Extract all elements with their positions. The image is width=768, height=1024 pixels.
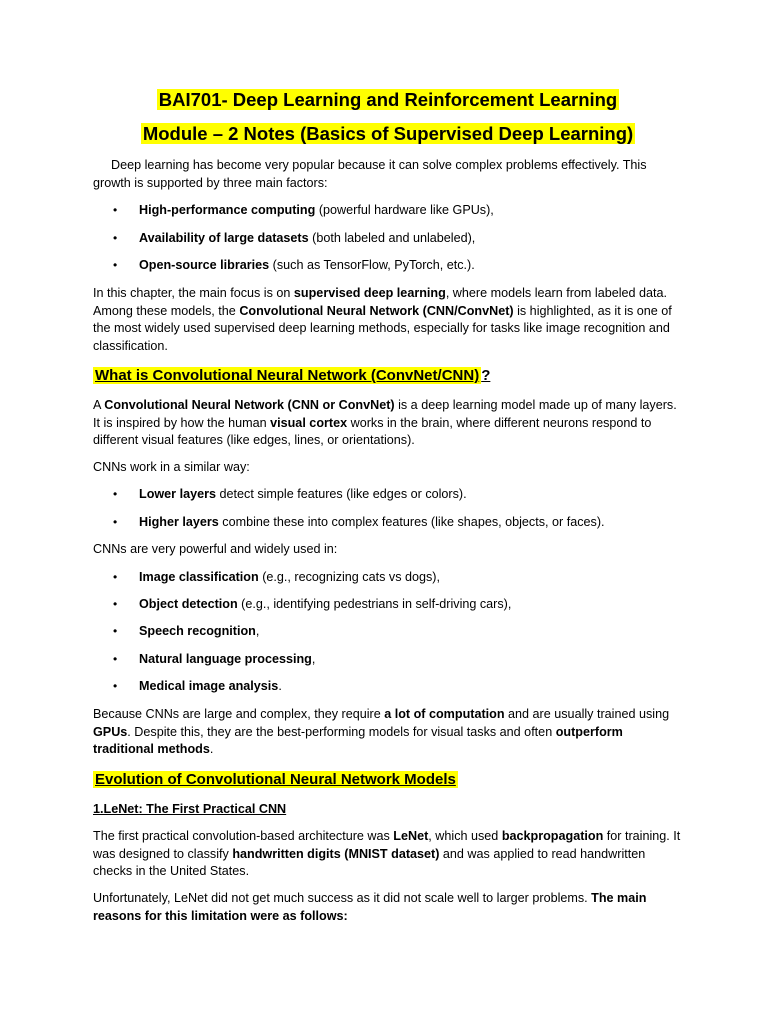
bullet-icon: • [113,597,118,611]
compute-paragraph: Because CNNs are large and complex, they require a lot of computation and are usually trained using GPUs. Despite this, they are the best-performing models for visual tasks and often outperform traditional methods. [93,707,670,756]
cnn-used-text: CNNs are very powerful and widely used in: [93,542,338,556]
section-heading-cnn: What is Convolutional Neural Network (ConvNet/CNN) ? [95,367,491,384]
title-line-1: BAI701- Deep Learning and Reinforcement Learning [158,89,618,110]
bullet-icon: • [113,231,118,245]
section-heading-evolution: Evolution of Convolutional Neural Network Models [95,771,456,788]
bullet-icon: • [113,570,118,584]
subheading-lenet: 1.LeNet: The First Practical CNN [93,802,287,816]
bullet-icon: • [113,515,118,529]
bullet-icon: • [113,624,118,638]
limitation-paragraph: Unfortunately, LeNet did not get much success as it did not scale well to larger problems. The main reasons for this limitation were as follows: [93,891,647,923]
cnn-similar-text: CNNs work in a similar way: [93,460,250,474]
bullet-icon: • [113,258,118,272]
document-subtitle [93,122,683,146]
title-line-2: Module – 2 Notes (Basics of Supervised Deep Learning) [142,123,634,144]
lenet-paragraph: The first practical convolution-based architecture was LeNet, which used backpropagation for training. It was designed to classify handwritten digits (MNIST dataset) and was applied to read handwritten checks in the United States. [93,829,681,878]
bullet-icon: • [113,679,118,693]
document-title [93,88,683,112]
chapter-paragraph: In this chapter, the main focus is on supervised deep learning, where models learn from labeled data. Among these models, the Convolutional Neural Network (CNN/ConvNet) is highlighted, as it is one of the most widely used supervised deep learning methods, especially for tasks like image recognition and classification. [93,286,672,353]
bullet-icon: • [113,652,118,666]
bullet-icon: • [113,487,118,501]
cnn-definition-paragraph: A Convolutional Neural Network (CNN or ConvNet) is a deep learning model made up of many layers. It is inspired by how the human visual cortex works in the brain, where different neurons respond to different visual features (like edges, lines, or orientations). [93,398,677,447]
bullet-icon: • [113,203,118,217]
intro-paragraph: Deep learning has become very popular because it can solve complex problems effectively. This growth is supported by three main factors: [93,158,647,190]
